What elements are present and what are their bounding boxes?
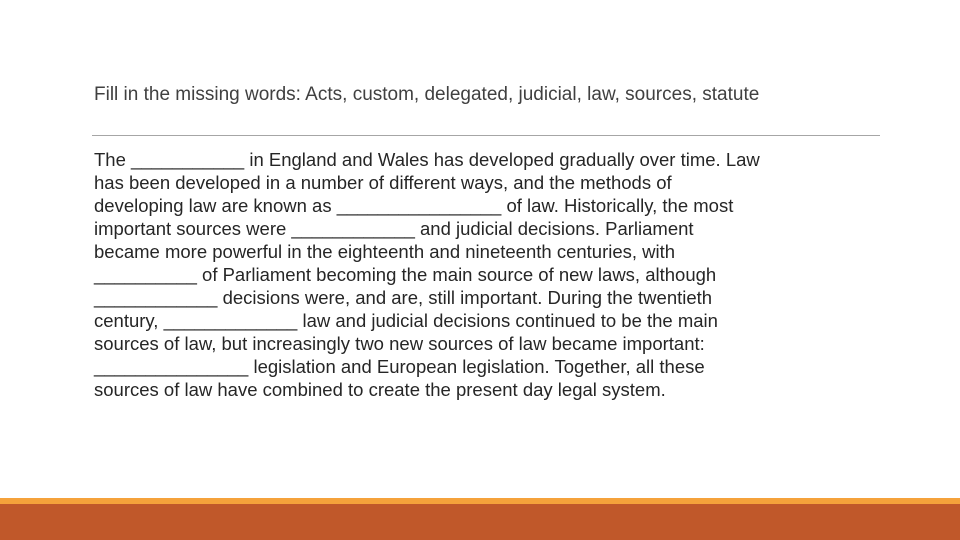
body-line: developing law are known as ________________ of law. Historically, the most <box>94 195 734 216</box>
footer-bar <box>0 504 960 540</box>
title-divider <box>92 135 880 136</box>
body-line: century, _____________ law and judicial decisions continued to be the main <box>94 310 718 331</box>
body-line: sources of law, but increasingly two new sources of law became important: <box>94 333 705 354</box>
body-line: became more powerful in the eighteenth and nineteenth centuries, with <box>94 241 676 262</box>
body-line: __________ of Parliament becoming the main source of new laws, although <box>94 264 717 285</box>
slide-title: Fill in the missing words: Acts, custom, delegated, judicial, law, sources, statute <box>94 84 760 105</box>
body-line: important sources were ____________ and judicial decisions. Parliament <box>94 218 694 239</box>
body-line: ____________ decisions were, and are, still important. During the twentieth <box>94 287 713 308</box>
body-line: The ___________ in England and Wales has developed gradually over time. Law <box>94 149 760 170</box>
body-line: sources of law have combined to create the present day legal system. <box>94 379 666 400</box>
body-line: has been developed in a number of different ways, and the methods of <box>94 172 672 193</box>
body-line: _______________ legislation and European legislation. Together, all these <box>94 356 705 377</box>
body-text <box>94 148 894 401</box>
